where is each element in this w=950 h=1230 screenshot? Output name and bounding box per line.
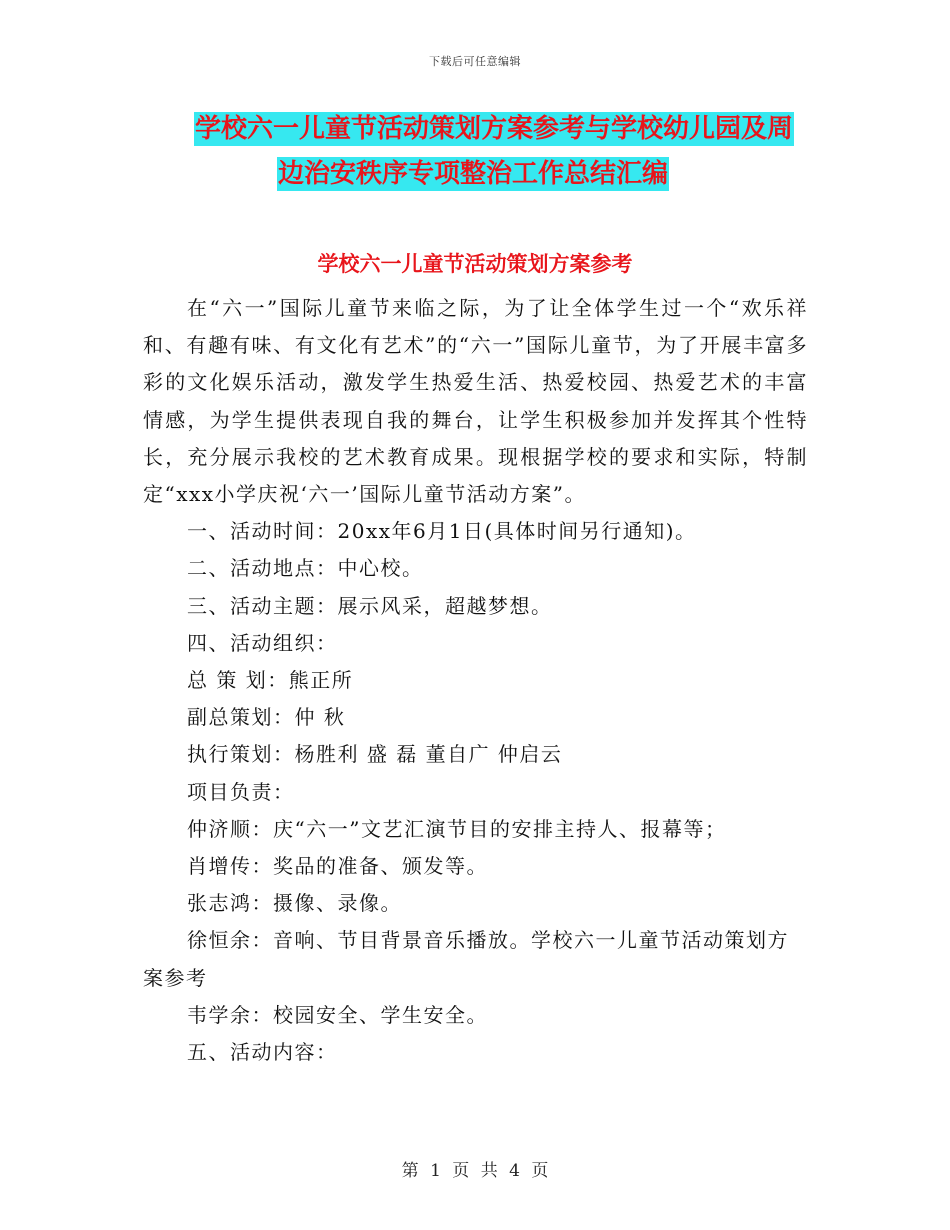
project-lead-item: 韦学余：校园安全、学生安全。 [187, 1002, 488, 1027]
activity-time: 一、活动时间：20xx年6月1日(具体时间另行通知)。 [187, 519, 697, 544]
executive-planners: 执行策划：杨胜利 盛 磊 董自广 仲启云 [187, 742, 563, 767]
activity-organization: 四、活动组织： [187, 630, 338, 655]
section-title: 学校六一儿童节活动策划方案参考 [317, 252, 633, 276]
deputy-planner: 副总策划：仲 秋 [187, 705, 346, 730]
document-title-line-1: 学校六一儿童节活动策划方案参考与学校幼儿园及周 [195, 114, 794, 144]
intro-paragraph: 在“六一”国际儿童节来临之际，为了让全体学生过一个“欢乐祥和、有趣有味、有文化有艺术”的“六一”国际儿童节，为了开展丰富多彩的文化娱乐活动，激发学生热爱生活、热爱校园、热爱艺术的丰富情感，为学生提供表现自我的舞台，让学生积极参加并发挥其个性特长，充分展示我校的艺术教育成果。现根据学校的要求和实际，特制定“xxx小学庆祝‘六一’国际儿童节活动方案”。 [143, 296, 808, 507]
project-lead-item: 张志鸿：摄像、录像。 [187, 891, 402, 916]
project-lead-item: 徐恒余：音响、节目背景音乐播放。学校六一儿童节活动策划方案参考 [143, 928, 789, 990]
project-lead-item: 仲济顺：庆“六一”文艺汇演节目的安排主持人、报幕等； [187, 816, 727, 841]
document-body [143, 290, 808, 1071]
document-title-line-2: 边治安秩序专项整治工作总结汇编 [278, 159, 669, 189]
activity-theme: 三、活动主题：展示风采，超越梦想。 [187, 593, 553, 618]
activity-content-heading: 五、活动内容： [187, 1040, 338, 1065]
project-leads-heading: 项目负责： [187, 779, 295, 804]
header-note: 下载后可任意编辑 [429, 55, 521, 68]
activity-location: 二、活动地点：中心校。 [187, 556, 424, 581]
project-lead-item: 肖增传：奖品的准备、颁发等。 [187, 854, 488, 879]
page-footer: 第 1 页 共 4 页 [401, 1161, 549, 1181]
chief-planner: 总 策 划：熊正所 [187, 668, 354, 693]
